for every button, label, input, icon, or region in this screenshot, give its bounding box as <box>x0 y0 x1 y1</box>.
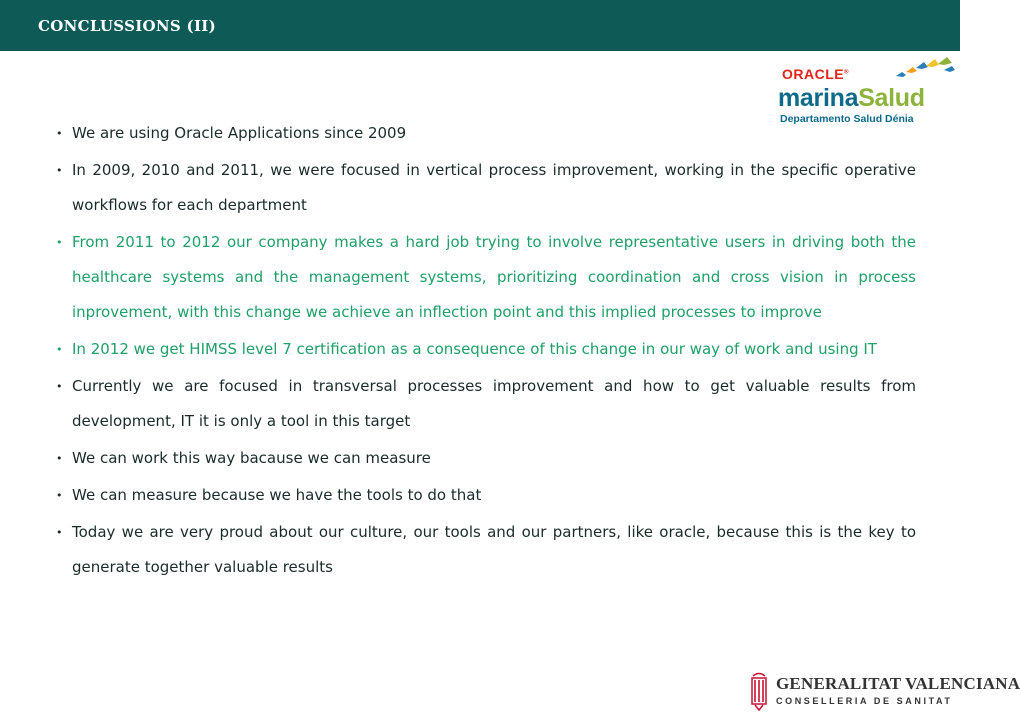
bullet-item: • We can work this way bacause we can measure <box>56 441 916 476</box>
bullet-item: • We can measure because we have the tools to do that <box>56 478 916 513</box>
bullet-item: • We are using Oracle Applications since 2009 <box>56 116 916 151</box>
header-bar <box>0 0 960 51</box>
bullet-item: • Currently we are focused in transversal processes improvement and how to get valuable results from development, IT it is only a tool in this target <box>56 369 916 439</box>
bullet-item: • Today we are very proud about our culture, our tools and our partners, like oracle, because this is the key to generate together valuable results <box>56 515 916 585</box>
coat-of-arms-icon <box>748 672 770 712</box>
bullet-item: • In 2012 we get HIMSS level 7 certification as a consequence of this change in our way of work and using IT <box>56 332 916 367</box>
department-label: Departamento Salud Dénia <box>780 113 914 125</box>
slide-title: CONCLUSSIONS (II) <box>38 17 216 35</box>
marinasalud-logo: marinaSalud <box>778 84 925 112</box>
bullet-item: • In 2009, 2010 and 2011, we were focused in vertical process improvement, working in the specific operative workflows for each department <box>56 153 916 223</box>
generalitat-valenciana-logo <box>748 672 1020 712</box>
generalitat-name: GENERALITAT VALENCIANA <box>776 674 1020 693</box>
bullet-list <box>56 116 916 585</box>
birds-logo-icon <box>894 56 956 84</box>
conselleria-name: CONSELLERIA DE SANITAT <box>776 696 953 706</box>
oracle-logo: ORACLE® <box>782 66 850 82</box>
bullet-item: • From 2011 to 2012 our company makes a hard job trying to involve representative users in driving both the healthcare systems and the management systems, prioritizing coordination and cross vision in process inprovement, with this change we achieve an inflection point and this implied processes to improve <box>56 225 916 330</box>
